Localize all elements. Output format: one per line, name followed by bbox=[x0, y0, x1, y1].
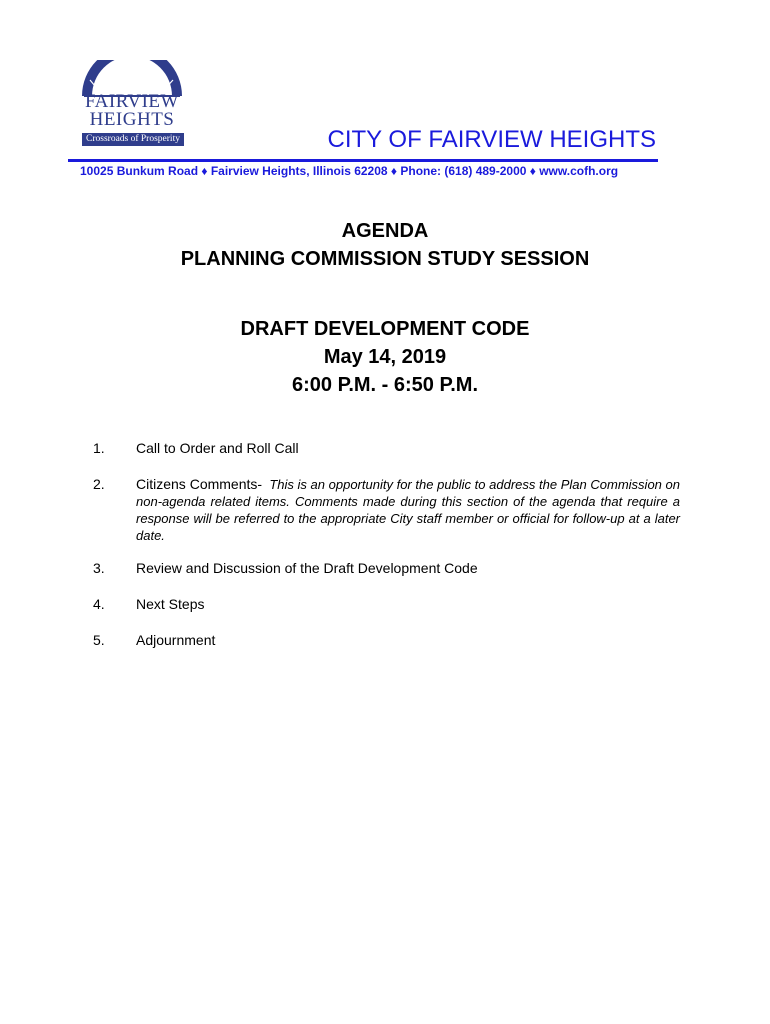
agenda-item-citizens-comments bbox=[136, 476, 680, 544]
agenda-item-text: Review and Discussion of the Draft Development Code bbox=[136, 560, 478, 576]
city-title: CITY OF FAIRVIEW HEIGHTS bbox=[327, 126, 656, 153]
agenda-item-text: Citizens Comments- bbox=[136, 476, 263, 492]
city-logo bbox=[76, 60, 188, 152]
agenda-item-number: 2. bbox=[93, 476, 105, 492]
address-line: 10025 Bunkum Road ♦ Fairview Heights, Illinois 62208 ♦ Phone: (618) 489-2000 ♦ www.cofh.org bbox=[80, 164, 619, 178]
agenda-heading: AGENDA bbox=[341, 220, 429, 242]
logo-tagline: Crossroads of Prosperity bbox=[82, 133, 184, 146]
agenda-item-description: This is an opportunity for the public to address the Plan Commission on non-agenda related items. Comments made during this section of the agenda that require a response will be referred to the appropriate City staff member or official for follow-up at a later date. bbox=[136, 477, 680, 543]
agenda-item-text: Adjournment bbox=[136, 632, 216, 648]
agenda-item-number: 3. bbox=[93, 560, 105, 576]
topic-heading: DRAFT DEVELOPMENT CODE bbox=[240, 318, 530, 340]
header-divider bbox=[68, 159, 658, 162]
logo-word-heights: HEIGHTS bbox=[89, 109, 175, 130]
time-heading: 6:00 P.M. - 6:50 P.M. bbox=[291, 374, 478, 396]
agenda-item-number: 4. bbox=[93, 596, 105, 612]
logo-word-fairview: FAIRVIEW bbox=[85, 91, 179, 112]
agenda-item-number: 5. bbox=[93, 632, 105, 648]
session-heading: PLANNING COMMISSION STUDY SESSION bbox=[180, 248, 590, 270]
agenda-item-number: 1. bbox=[93, 440, 105, 456]
agenda-item-text: Call to Order and Roll Call bbox=[136, 440, 299, 456]
date-heading: May 14, 2019 bbox=[323, 346, 447, 368]
agenda-item-text: Next Steps bbox=[136, 596, 205, 612]
